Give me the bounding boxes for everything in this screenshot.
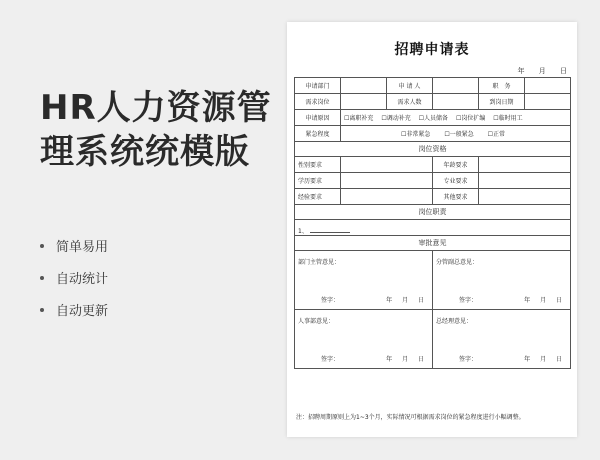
feature-item: 简单易用 [40, 232, 108, 264]
checkbox-option[interactable]: ☐调动补充 [381, 115, 411, 122]
form-note: 注：招聘周期原则上为1~3个月，实际情况可根据需求岗位的紧急程度进行小幅调整。 [296, 414, 525, 421]
table-row [295, 94, 571, 110]
form-title: 招聘申请表 [394, 42, 470, 58]
cell-value[interactable] [433, 94, 479, 110]
table-row [295, 236, 571, 251]
bullet-icon [40, 308, 44, 312]
form-table [294, 77, 571, 369]
cell-label: 学历要求 [295, 173, 341, 189]
sign-date: 年 月 日 [386, 297, 424, 304]
feature-item: 自动更新 [40, 296, 108, 328]
bullet-icon [40, 276, 44, 280]
checkbox-option[interactable]: ☐正常 [487, 131, 506, 138]
approval-label: 人事部意见： [298, 318, 335, 325]
table-row [295, 310, 571, 369]
cell-label: 需求岗位 [295, 94, 341, 110]
approval-label: 部门主管意见： [298, 259, 341, 266]
cell-value[interactable] [341, 157, 433, 173]
template-title-line1: HR人力资源管 [40, 88, 272, 128]
table-row [295, 220, 571, 236]
sign-date: 年 月 日 [524, 356, 562, 363]
cell-label: 紧急程度 [295, 126, 341, 142]
cell-value[interactable] [433, 78, 479, 94]
table-row [295, 157, 571, 173]
cell-label: 申 请 人 [387, 78, 433, 94]
table-row [295, 142, 571, 157]
cell-value[interactable] [341, 173, 433, 189]
cell-value[interactable] [479, 189, 571, 205]
feature-item: 自动统计 [40, 264, 108, 296]
table-row [295, 126, 571, 142]
form-date: 年 月 日 [517, 67, 567, 75]
table-row [295, 251, 571, 310]
checkbox-option[interactable]: ☐人员储备 [418, 115, 449, 122]
table-row [295, 189, 571, 205]
sign-date: 年 月 日 [524, 297, 562, 304]
cell-label: 经验要求 [295, 189, 341, 205]
table-row [295, 205, 571, 220]
cell-label: 需求人数 [387, 94, 433, 110]
bullet-icon [40, 244, 44, 248]
cell-value[interactable] [341, 189, 433, 205]
table-row [295, 110, 571, 126]
approval-label: 总经理意见： [436, 318, 473, 325]
approval-box[interactable] [295, 310, 433, 369]
checkbox-option[interactable]: ☐离职补充 [344, 115, 374, 122]
form-sheet [287, 22, 577, 437]
approval-label: 分管副总意见： [436, 259, 479, 266]
section-header: 岗位资格 [295, 142, 571, 157]
cell-label: 专业要求 [433, 173, 479, 189]
template-title-line2: 理系统统模版 [40, 132, 250, 172]
sign-label: 签字： [321, 356, 340, 363]
checkbox-option[interactable]: ☐非常紧急 [401, 131, 431, 138]
cell-value[interactable] [341, 78, 387, 94]
approval-box[interactable] [433, 310, 571, 369]
cell-label: 申请部门 [295, 78, 341, 94]
cell-label: 性别要求 [295, 157, 341, 173]
cell-label: 其他要求 [433, 189, 479, 205]
sign-label: 签字： [459, 356, 478, 363]
duty-item: 1、 [298, 226, 350, 235]
cell-label: 到岗日期 [479, 94, 525, 110]
cell-value[interactable] [479, 157, 571, 173]
template-title [40, 86, 280, 174]
table-row [295, 173, 571, 189]
checkbox-option[interactable]: ☐临时用工 [493, 115, 523, 122]
section-header: 岗位职责 [295, 205, 571, 220]
cell-value[interactable] [479, 173, 571, 189]
cell-value[interactable] [525, 78, 571, 94]
urgency-options[interactable] [341, 126, 571, 142]
sign-label: 签字： [459, 297, 478, 304]
cell-label: 申请原因 [295, 110, 341, 126]
cell-value[interactable] [525, 94, 571, 110]
checkbox-option[interactable]: ☐岗位扩编 [455, 115, 486, 122]
feature-list [40, 232, 108, 328]
sign-date: 年 月 日 [386, 356, 424, 363]
approval-box[interactable] [433, 251, 571, 310]
cell-label: 职 务 [479, 78, 525, 94]
table-row [295, 78, 571, 94]
reason-options[interactable] [341, 110, 571, 126]
section-header: 审批意见 [295, 236, 571, 251]
checkbox-option[interactable]: ☐一般紧急 [444, 131, 474, 138]
cell-label: 年龄要求 [433, 157, 479, 173]
approval-box[interactable] [295, 251, 433, 310]
cell-value[interactable] [341, 94, 387, 110]
duty-area[interactable] [295, 220, 571, 236]
sign-label: 签字： [321, 297, 340, 304]
